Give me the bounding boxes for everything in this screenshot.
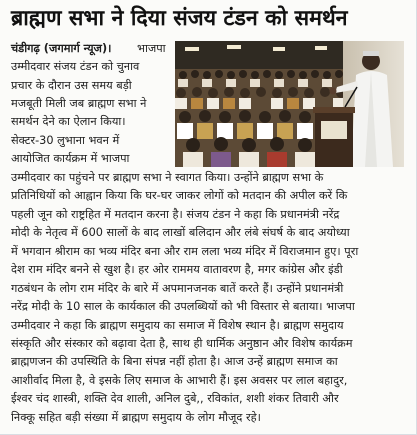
text-line: गठबंधन के लोग राम मंदिर के बारे में अपमानजनक बातें करते हैं। उन्होंने प्रधानमंत्री (11, 282, 344, 295)
headline: ब्राह्मण सभा ने दिया संजय टंडन को समर्थन (11, 6, 348, 31)
text-line: आयोजित कार्यक्रम में भाजपा (11, 152, 130, 165)
text-line: उम्मीदवार ने कहा कि ब्राह्मण समुदाय का समाज में विशेष स्थान है। ब्राह्मण समुदाय (11, 319, 344, 332)
text-line: प्रतिनिधियों को आह्वान किया कि घर-घर जाकर लोगों को मतदान की अपील करें कि (11, 189, 348, 202)
text-line: पहली जून को राष्ट्रहित में मतदान करना है। संजय टंडन ने कहा कि प्रधानमंत्री नरेंद्र (11, 208, 340, 221)
text-line: ईश्वर चंद शास्त्री, शक्ति देव शाली, अनिल दुबे,, रविकांत, शशी शंकर तिवारी और (11, 392, 339, 405)
text-line: में भगवान श्रीराम का भव्य मंदिर बना और राम लला भव्य मंदिर में विराजमान हुए। पूरा (11, 245, 359, 258)
text-line: ब्राह्मणजन की उपस्थिति के बिना संपन्न नहीं होता है। आज उन्हें ब्राह्मण समाज का (11, 355, 338, 368)
text-line: नरेंद्र मोदी के 10 साल के कार्यकाल की उपलब्धियों को भी विस्तार से बताया। भाजपा (11, 300, 355, 313)
text-line: आशीर्वाद मिला है, वे इसके लिए समाज के आभारी हैं। इस अवसर पर लाल बहादुर, (11, 374, 348, 387)
event-photo (175, 41, 404, 167)
text-line: संस्कृति और संस्कार को बढ़ावा देता है, साथ ही धार्मिक अनुष्ठान और विशेष कार्यक्रम (11, 337, 353, 350)
event-photo-image (175, 41, 404, 167)
text-line: प्रचार के दौरान उस समय बड़ी (11, 79, 132, 92)
text-line: सेक्टर-30 लुभाना भवन में (11, 134, 120, 147)
dateline: चंडीगढ़ (जगमार्ग न्यूज)। (11, 42, 112, 55)
text-line: देश राम मंदिर बनने से खुश है। हर ओर राममय वातावरण है, मगर कांग्रेस और इंडी (11, 263, 343, 276)
text-line: मजबूती मिली जब ब्राह्मण सभा ने (11, 97, 147, 110)
text-line: निक्कू सहित बड़ी संख्या में ब्राह्मण समुदाय के लोग मौजूद रहे। (11, 411, 261, 424)
text-line: उम्मीदवार का पहुंचने पर ब्राह्मण सभा ने स्वागत किया। उन्होंने ब्राह्मण सभा के (11, 171, 324, 184)
text-line: उम्मीदवार संजय टंडन को चुनाव (11, 60, 140, 73)
text-line: भाजपा (137, 42, 166, 55)
text-line: समर्थन देने का ऐलान किया। (11, 115, 126, 128)
text-line: मोदी के नेतृत्व में 600 सालों के बाद लाखों बलिदान और लंबे संघर्ष के बाद अयोध्या (11, 226, 350, 239)
